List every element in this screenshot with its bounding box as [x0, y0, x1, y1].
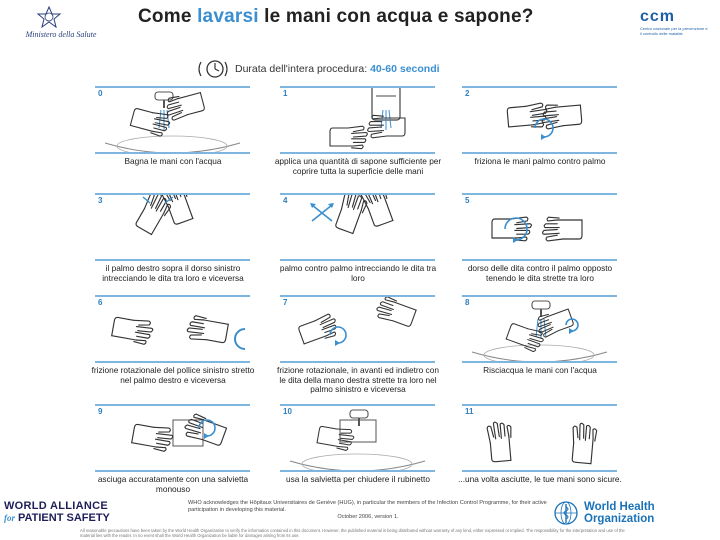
who-logo [553, 498, 703, 528]
step-illustration [280, 295, 435, 363]
hand-washing-illustration-icon [95, 297, 250, 363]
ministry-name: Ministero della Salute [25, 30, 97, 39]
hand-washing-illustration-icon [462, 88, 617, 154]
step-caption: friziona le mani palmo contro palmo [474, 156, 606, 166]
step-6 [91, 295, 255, 385]
step-number: 7 [283, 298, 288, 307]
step-illustration [280, 404, 435, 472]
step-illustration [462, 404, 617, 472]
clock-icon [195, 58, 231, 80]
step-11 [458, 404, 622, 485]
step-caption: usa la salvietta per chiudere il rubinetto [286, 474, 430, 484]
step-number: 11 [465, 407, 474, 416]
step-number: 3 [98, 196, 103, 205]
page-title [138, 6, 534, 28]
step-1 [274, 86, 442, 176]
hand-washing-illustration-icon [95, 195, 250, 261]
step-caption: frizione rotazionale del pollice sinistro stretto nel palmo destro e viceversa [91, 365, 255, 385]
step-caption: dorso delle dita contro il palmo opposto tenendo le dita strette tra loro [467, 263, 613, 283]
title-post: le mani con acqua e sapone? [258, 6, 534, 27]
step-9 [95, 404, 250, 494]
hand-washing-illustration-icon [95, 406, 250, 472]
step-caption: frizione rotazionale, in avanti ed indietro con le dita della mano destra strette tra loro nel palmo sinistro e viceversa [277, 365, 439, 394]
step-caption: palmo contro palmo intrecciando le dita tra loro [279, 263, 437, 283]
step-10 [280, 404, 435, 485]
step-illustration [95, 295, 250, 363]
step-number: 0 [98, 89, 103, 98]
ack-text: WHO acknowledges the Hôpitaux Universitaires de Genève (HUG), in particular the members of the Infection Control Programme, for their active participation in developing this material. [188, 500, 547, 513]
who-emblem-icon [553, 500, 579, 526]
world-alliance-logo [4, 500, 154, 524]
step-4 [280, 193, 435, 283]
step-illustration [462, 86, 617, 154]
step-number: 1 [283, 89, 288, 98]
alliance-line2: PATIENT SAFETY [18, 512, 110, 524]
step-illustration [95, 86, 250, 154]
step-number: 10 [283, 407, 292, 416]
hand-washing-illustration-icon [95, 88, 250, 154]
title-pre: Come [138, 6, 198, 27]
step-2 [462, 86, 617, 167]
step-caption: il palmo destro sopra il dorso sinistro intrecciando le dita tra loro e viceversa [102, 263, 244, 283]
step-number: 2 [465, 89, 470, 98]
ccm-subtitle: Centro nazionale per la prevenzione e il controllo delle malattie [640, 26, 708, 36]
hand-washing-illustration-icon [280, 406, 435, 472]
step-caption: applica una quantità di sapone sufficiente per coprire tutta la superficie delle mani [274, 156, 442, 176]
hand-washing-illustration-icon [280, 297, 435, 363]
step-illustration [95, 193, 250, 261]
step-7 [277, 295, 439, 395]
ccm-logo-text: ccm [640, 8, 676, 25]
ccm-logo [640, 8, 710, 34]
step-illustration [280, 86, 435, 154]
step-5 [462, 193, 617, 283]
step-number: 8 [465, 298, 470, 307]
hand-washing-illustration-icon [280, 195, 435, 261]
disclaimer: All reasonable precautions have been taken by the World Health Organization to verify the information contained in this document. However, the published material is being distributed without warranty of any kind, either expressed or implied. The responsibility for the interpretation and use of the material lies with the reader. In no event shall the World Health Organization be liable for damages arising from its use. [80, 528, 625, 538]
step-illustration [95, 404, 250, 472]
who-line2: Organization [584, 513, 655, 525]
title-highlight: lavarsi [197, 6, 259, 27]
step-number: 9 [98, 407, 103, 416]
step-8 [462, 295, 617, 376]
italian-emblem-icon [36, 6, 62, 28]
step-illustration [462, 295, 617, 363]
ministry-logo [6, 6, 116, 46]
version-text: October 2006, version 1. [337, 514, 399, 520]
step-caption: Risciacqua le mani con l'acqua [483, 365, 597, 375]
step-0 [95, 86, 250, 167]
step-illustration [280, 193, 435, 261]
hand-washing-illustration-icon [462, 297, 617, 363]
step-3 [95, 193, 250, 283]
acknowledgement [188, 500, 548, 521]
step-caption: asciuga accuratamente con una salvietta monouso [97, 474, 249, 494]
hand-washing-illustration-icon [280, 88, 435, 154]
hand-washing-illustration-icon [462, 406, 617, 472]
step-illustration [462, 193, 617, 261]
who-line1: World Health [584, 501, 655, 513]
step-number: 5 [465, 196, 470, 205]
duration-label [235, 63, 440, 75]
duration-value: 40-60 secondi [370, 63, 440, 75]
duration-banner [195, 58, 440, 80]
alliance-for: for [4, 513, 15, 523]
alliance-line1: WORLD ALLIANCE [4, 500, 109, 512]
step-number: 4 [283, 196, 288, 205]
step-caption: Bagna le mani con l'acqua [124, 156, 222, 166]
step-caption: ...una volta asciutte, le tue mani sono sicure. [458, 474, 622, 484]
hand-washing-illustration-icon [462, 195, 617, 261]
duration-text: Durata dell'intera procedura: [235, 63, 371, 75]
step-number: 6 [98, 298, 103, 307]
